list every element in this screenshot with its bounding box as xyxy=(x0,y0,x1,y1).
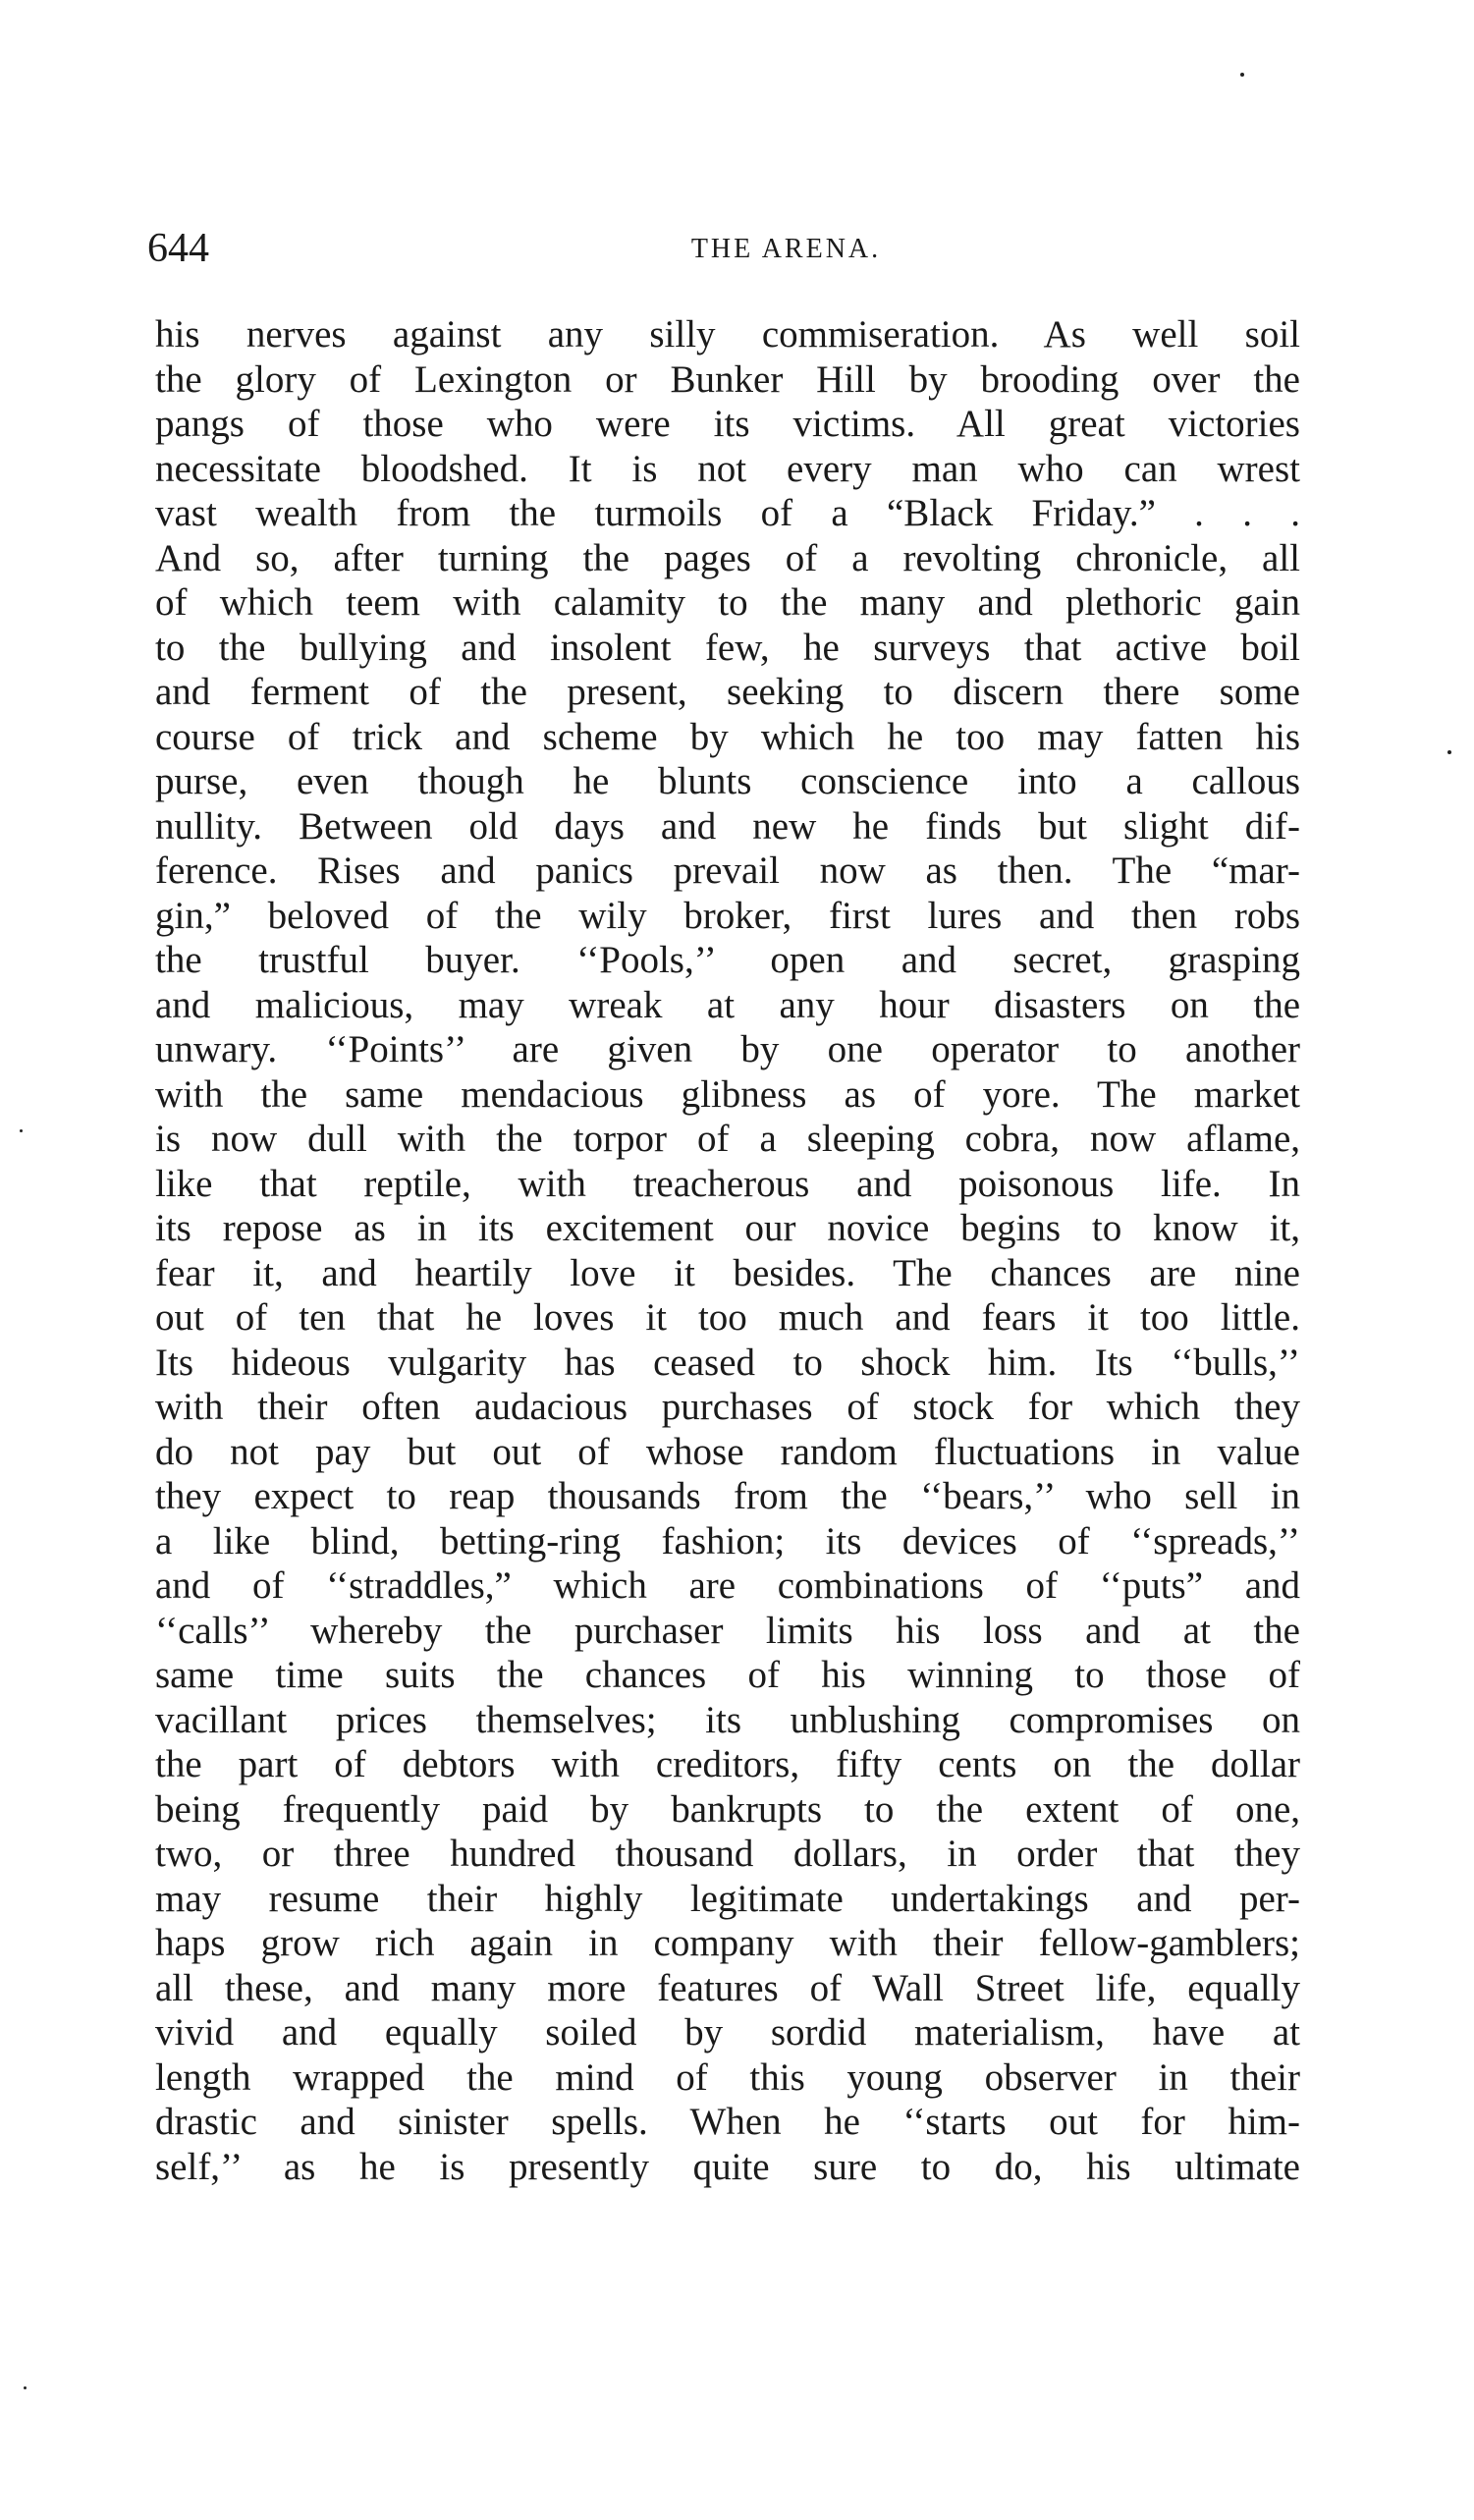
text-line: the trustful buyer. ‘‘Pools,’’ open and secret, grasping xyxy=(155,939,1300,981)
text-line: may resume their highly legitimate undertakings and per- xyxy=(155,1877,1300,1920)
text-line: same time suits the chances of his winning to those of xyxy=(155,1654,1300,1696)
text-line: vacillant prices themselves; its unblushing compromises on xyxy=(155,1698,1300,1741)
running-title: THE ARENA. xyxy=(690,234,882,264)
text-line: with the same mendacious glibness as of yore. The market xyxy=(155,1072,1300,1116)
text-line: vivid and equally soiled by sordid materialism, have at xyxy=(155,2011,1300,2054)
text-line: all these, and many more features of Wall Street life, equally xyxy=(155,1966,1300,2009)
text-line: with their often audacious purchases of stock for which they xyxy=(155,1386,1300,1428)
text-line: self,’’ as he is presently quite sure to do, his ultimate xyxy=(155,2145,1300,2188)
text-line: gin,” beloved of the wily broker, first lures and then robs xyxy=(155,894,1300,937)
text-line: the part of debtors with creditors, fifty cents on the dollar xyxy=(155,1743,1300,1785)
scan-speck xyxy=(20,1129,23,1132)
body-text xyxy=(155,312,1300,2189)
scan-speck xyxy=(24,2386,27,2389)
text-line: Its hideous vulgarity has ceased to shock him. Its ‘‘bulls,’’ xyxy=(155,1341,1300,1384)
text-line: and ferment of the present, seeking to discern there some xyxy=(155,671,1300,713)
scan-speck xyxy=(1240,73,1244,77)
text-line: its repose as in its excitement our novice begins to know it, xyxy=(155,1207,1300,1249)
text-line: do not pay but out of whose random fluctuations in value xyxy=(155,1430,1300,1473)
text-line: course of trick and scheme by which he too may fatten his xyxy=(155,715,1300,758)
text-line: his nerves against any silly commiseration. As well soil xyxy=(155,313,1300,356)
text-line: they expect to reap thousands from the ‘‘bears,’’ who sell in xyxy=(155,1475,1300,1517)
text-line: purse, even though he blunts conscience into a callous xyxy=(155,760,1300,802)
text-line: unwary. ‘‘Points’’ are given by one operator to another xyxy=(155,1028,1300,1070)
text-line: nullity. Between old days and new he finds but slight dif- xyxy=(155,804,1300,848)
text-line: out of ten that he loves it too much and fears it too little. xyxy=(155,1296,1300,1339)
text-line: drastic and sinister spells. When he ‘‘starts out for him- xyxy=(155,2101,1300,2143)
text-line: being frequently paid by bankrupts to the extent of one, xyxy=(155,1787,1300,1831)
text-line: and of ‘‘straddles,” which are combinations of ‘‘puts” and xyxy=(155,1564,1300,1607)
text-line: necessitate bloodshed. It is not every man who can wrest xyxy=(155,447,1300,490)
text-line: vast wealth from the turmoils of a “Black Friday.” . . . xyxy=(155,492,1300,534)
text-line: to the bullying and insolent few, he surveys that active boil xyxy=(155,626,1300,669)
scan-speck xyxy=(1447,750,1451,754)
text-line: is now dull with the torpor of a sleeping cobra, now aflame, xyxy=(155,1118,1300,1160)
text-line: And so, after turning the pages of a revolting chronicle, all xyxy=(155,536,1300,579)
text-line: pangs of those who were its victims. All great victories xyxy=(155,403,1300,445)
text-line: of which teem with calamity to the many and plethoric gain xyxy=(155,581,1300,624)
running-head xyxy=(0,236,1474,263)
text-line: the glory of Lexington or Bunker Hill by brooding over the xyxy=(155,357,1300,401)
text-line: fear it, and heartily love it besides. The chances are nine xyxy=(155,1251,1300,1294)
page-number: 644 xyxy=(147,226,209,271)
text-line: ‘‘calls’’ whereby the purchaser limits his loss and at the xyxy=(155,1609,1300,1652)
text-line: and malicious, may wreak at any hour disasters on the xyxy=(155,983,1300,1026)
text-line: like that reptile, with treacherous and poisonous life. In xyxy=(155,1162,1300,1205)
text-line: a like blind, betting-ring fashion; its devices of ‘‘spreads,’’ xyxy=(155,1519,1300,1562)
text-line: length wrapped the mind of this young observer in their xyxy=(155,2055,1300,2099)
text-line: two, or three hundred thousand dollars, in order that they xyxy=(155,1833,1300,1875)
text-line: ference. Rises and panics prevail now as then. The “mar- xyxy=(155,849,1300,892)
text-line: haps grow rich again in company with their fellow-gamblers; xyxy=(155,1922,1300,1964)
